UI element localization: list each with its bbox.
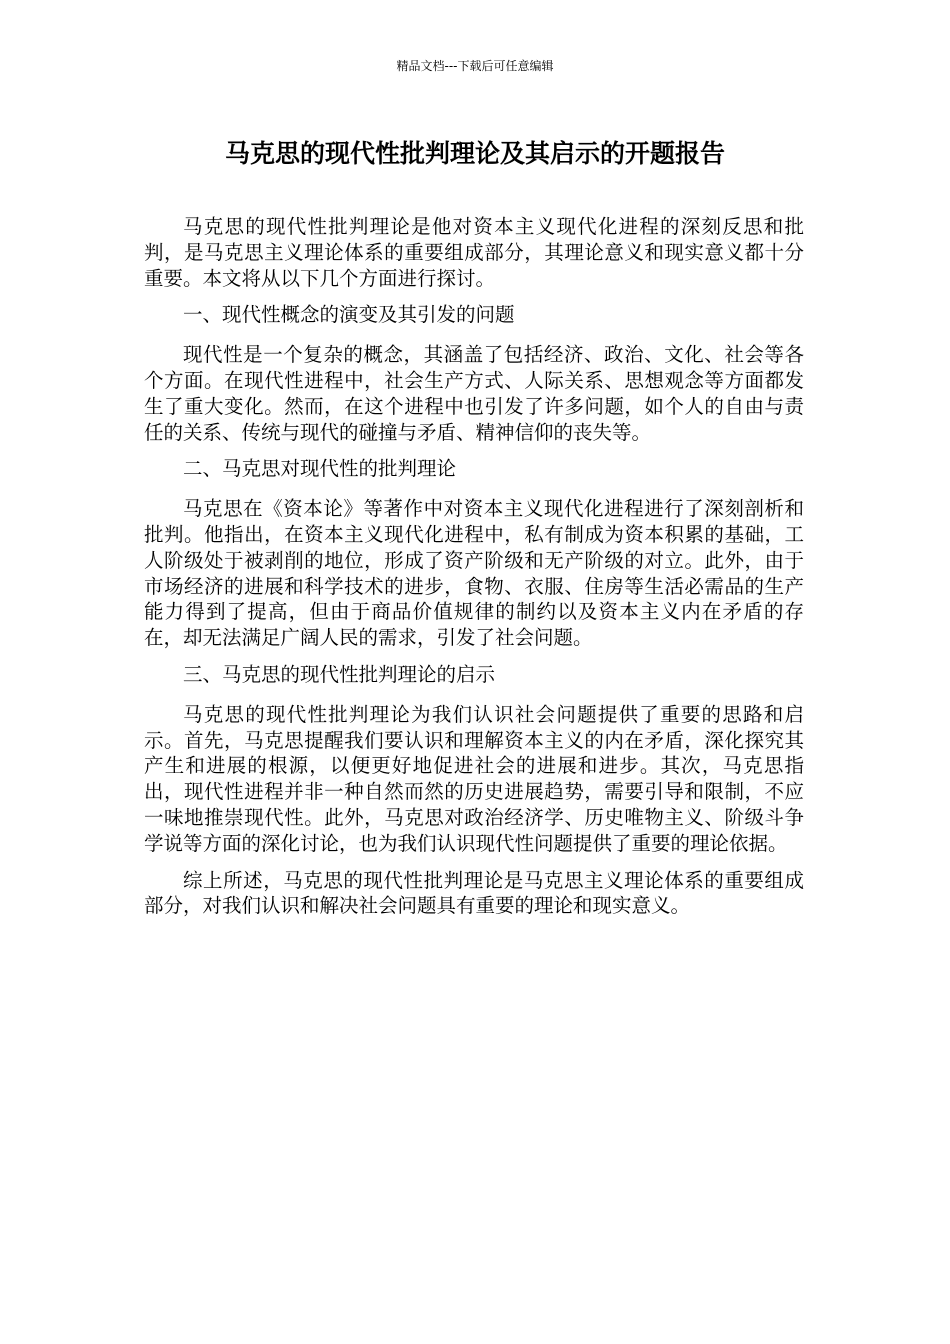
section-2-paragraph: 马克思在《资本论》等著作中对资本主义现代化进程进行了深刻剖析和批判。他指出，在资本主义现代化进程中，私有制成为资本积累的基础，工人阶级处于被剥削的地位，形成了资产阶级和无产阶级的对立。此外，由于市场经济的进展和科学技术的进步，食物、衣服、住房等生活必需品的生产能力得到了提高，但由于商品价值规律的制约以及资本主义内在矛盾的存在，却无法满足广阔人民的需求，引发了社会问题。	[144, 497, 804, 650]
conclusion-paragraph: 综上所述，马克思的现代性批判理论是马克思主义理论体系的重要组成部分，对我们认识和解决社会问题具有重要的理论和现实意义。	[144, 868, 804, 918]
section-heading-3: 三、马克思的现代性批判理论的启示	[183, 662, 496, 686]
section-heading-2: 二、马克思对现代性的批判理论	[183, 457, 457, 481]
document-title: 马克思的现代性批判理论及其启示的开题报告	[224, 139, 725, 168]
section-heading-1: 一、现代性概念的演变及其引发的问题	[183, 303, 515, 327]
section-1-paragraph: 现代性是一个复杂的概念，其涵盖了包括经济、政治、文化、社会等各个方面。在现代性进程中，社会生产方式、人际关系、思想观念等方面都发生了重大变化。然而，在这个进程中也引发了许多问题，如个人的自由与责任的关系、传统与现代的碰撞与矛盾、精神信仰的丧失等。	[144, 343, 804, 444]
page-header-note: 精品文档---下载后可任意编辑	[396, 59, 554, 73]
intro-paragraph: 马克思的现代性批判理论是他对资本主义现代化进程的深刻反思和批判，是马克思主义理论体系的重要组成部分，其理论意义和现实意义都十分重要。本文将从以下几个方面进行探讨。	[144, 215, 804, 290]
document-body	[144, 214, 804, 930]
section-3-paragraph: 马克思的现代性批判理论为我们认识社会问题提供了重要的思路和启示。首先，马克思提醒我们要认识和理解资本主义的内在矛盾，深化探究其产生和进展的根源，以便更好地促进社会的进展和进步。其次，马克思指出，现代性进程并非一种自然而然的历史进展趋势，需要引导和限制，不应一味地推崇现代性。此外，马克思对政治经济学、历史唯物主义、阶级斗争学说等方面的深化讨论，也为我们认识现代性问题提供了重要的理论依据。	[144, 702, 804, 855]
